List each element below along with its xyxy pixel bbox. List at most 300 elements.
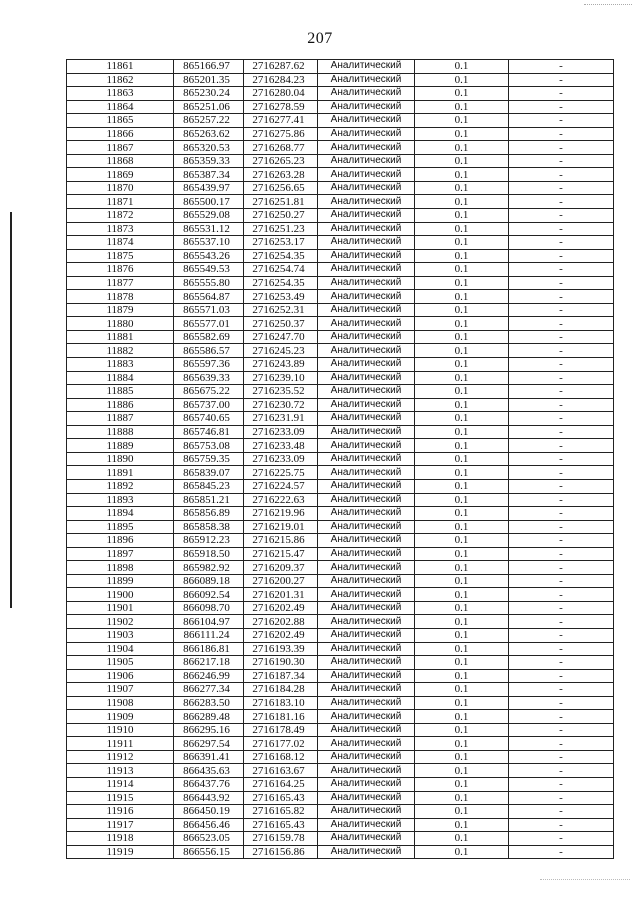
point-number-cell: 11905 <box>67 656 174 670</box>
method-cell: Аналитический <box>318 317 415 331</box>
table-row <box>67 710 614 724</box>
coord-x-cell: 865918.50 <box>174 547 244 561</box>
method-cell: Аналитический <box>318 425 415 439</box>
coord-y-cell: 2716287.62 <box>244 60 318 74</box>
accuracy-cell: 0.1 <box>415 398 509 412</box>
note-cell: - <box>509 439 614 453</box>
note-cell: - <box>509 412 614 426</box>
point-number-cell: 11866 <box>67 127 174 141</box>
note-cell: - <box>509 73 614 87</box>
table-row <box>67 195 614 209</box>
accuracy-cell: 0.1 <box>415 561 509 575</box>
accuracy-cell: 0.1 <box>415 656 509 670</box>
coord-x-cell: 866289.48 <box>174 710 244 724</box>
coord-y-cell: 2716178.49 <box>244 723 318 737</box>
table-row <box>67 114 614 128</box>
note-cell: - <box>509 479 614 493</box>
accuracy-cell: 0.1 <box>415 832 509 846</box>
accuracy-cell: 0.1 <box>415 195 509 209</box>
coord-x-cell: 866435.63 <box>174 764 244 778</box>
note-cell: - <box>509 520 614 534</box>
method-cell: Аналитический <box>318 764 415 778</box>
coord-x-cell: 866437.76 <box>174 777 244 791</box>
table-row <box>67 358 614 372</box>
table-row <box>67 588 614 602</box>
coord-x-cell: 866450.19 <box>174 805 244 819</box>
method-cell: Аналитический <box>318 710 415 724</box>
note-cell: - <box>509 398 614 412</box>
accuracy-cell: 0.1 <box>415 141 509 155</box>
coord-y-cell: 2716254.74 <box>244 263 318 277</box>
coord-y-cell: 2716251.23 <box>244 222 318 236</box>
method-cell: Аналитический <box>318 385 415 399</box>
method-cell: Аналитический <box>318 791 415 805</box>
accuracy-cell: 0.1 <box>415 534 509 548</box>
coord-y-cell: 2716225.75 <box>244 466 318 480</box>
point-number-cell: 11884 <box>67 371 174 385</box>
accuracy-cell: 0.1 <box>415 114 509 128</box>
note-cell: - <box>509 628 614 642</box>
method-cell: Аналитический <box>318 303 415 317</box>
note-cell: - <box>509 818 614 832</box>
note-cell: - <box>509 181 614 195</box>
note-cell: - <box>509 466 614 480</box>
coord-y-cell: 2716163.67 <box>244 764 318 778</box>
coord-x-cell: 865675.22 <box>174 385 244 399</box>
note-cell: - <box>509 290 614 304</box>
coord-x-cell: 865251.06 <box>174 100 244 114</box>
accuracy-cell: 0.1 <box>415 371 509 385</box>
table-row <box>67 290 614 304</box>
table-row <box>67 222 614 236</box>
coord-y-cell: 2716275.86 <box>244 127 318 141</box>
point-number-cell: 11911 <box>67 737 174 751</box>
table-row <box>67 141 614 155</box>
table-row <box>67 832 614 846</box>
coord-x-cell: 865839.07 <box>174 466 244 480</box>
note-cell: - <box>509 669 614 683</box>
table-row <box>67 385 614 399</box>
scan-artifact-top <box>584 4 632 6</box>
table-row <box>67 669 614 683</box>
note-cell: - <box>509 222 614 236</box>
note-cell: - <box>509 195 614 209</box>
table-row <box>67 60 614 74</box>
table-row <box>67 249 614 263</box>
method-cell: Аналитический <box>318 479 415 493</box>
coord-y-cell: 2716219.96 <box>244 507 318 521</box>
note-cell: - <box>509 236 614 250</box>
table-row <box>67 805 614 819</box>
method-cell: Аналитический <box>318 371 415 385</box>
coord-x-cell: 866104.97 <box>174 615 244 629</box>
coord-x-cell: 866111.24 <box>174 628 244 642</box>
coord-x-cell: 865571.03 <box>174 303 244 317</box>
coord-y-cell: 2716184.28 <box>244 683 318 697</box>
point-number-cell: 11863 <box>67 87 174 101</box>
coord-x-cell: 866089.18 <box>174 574 244 588</box>
point-number-cell: 11868 <box>67 154 174 168</box>
coord-y-cell: 2716165.43 <box>244 791 318 805</box>
method-cell: Аналитический <box>318 588 415 602</box>
coord-y-cell: 2716187.34 <box>244 669 318 683</box>
accuracy-cell: 0.1 <box>415 276 509 290</box>
coord-y-cell: 2716181.16 <box>244 710 318 724</box>
accuracy-cell: 0.1 <box>415 669 509 683</box>
method-cell: Аналитический <box>318 669 415 683</box>
point-number-cell: 11890 <box>67 452 174 466</box>
table-row <box>67 479 614 493</box>
table-row <box>67 737 614 751</box>
accuracy-cell: 0.1 <box>415 642 509 656</box>
point-number-cell: 11875 <box>67 249 174 263</box>
coord-x-cell: 865257.22 <box>174 114 244 128</box>
table-row <box>67 100 614 114</box>
coord-x-cell: 866523.05 <box>174 832 244 846</box>
method-cell: Аналитический <box>318 656 415 670</box>
point-number-cell: 11867 <box>67 141 174 155</box>
coord-x-cell: 865586.57 <box>174 344 244 358</box>
accuracy-cell: 0.1 <box>415 236 509 250</box>
method-cell: Аналитический <box>318 73 415 87</box>
table-row <box>67 276 614 290</box>
table-row <box>67 791 614 805</box>
method-cell: Аналитический <box>318 236 415 250</box>
method-cell: Аналитический <box>318 100 415 114</box>
note-cell: - <box>509 805 614 819</box>
point-number-cell: 11898 <box>67 561 174 575</box>
coord-x-cell: 866217.18 <box>174 656 244 670</box>
method-cell: Аналитический <box>318 466 415 480</box>
method-cell: Аналитический <box>318 181 415 195</box>
point-number-cell: 11888 <box>67 425 174 439</box>
method-cell: Аналитический <box>318 60 415 74</box>
table-row <box>67 303 614 317</box>
table-row <box>67 777 614 791</box>
note-cell: - <box>509 507 614 521</box>
note-cell: - <box>509 696 614 710</box>
note-cell: - <box>509 330 614 344</box>
method-cell: Аналитический <box>318 249 415 263</box>
method-cell: Аналитический <box>318 493 415 507</box>
note-cell: - <box>509 764 614 778</box>
table-row <box>67 574 614 588</box>
table-row <box>67 466 614 480</box>
coord-y-cell: 2716165.82 <box>244 805 318 819</box>
coord-y-cell: 2716256.65 <box>244 181 318 195</box>
coord-y-cell: 2716268.77 <box>244 141 318 155</box>
table-row <box>67 507 614 521</box>
point-number-cell: 11901 <box>67 601 174 615</box>
coord-y-cell: 2716253.17 <box>244 236 318 250</box>
coord-y-cell: 2716165.43 <box>244 818 318 832</box>
note-cell: - <box>509 574 614 588</box>
note-cell: - <box>509 791 614 805</box>
accuracy-cell: 0.1 <box>415 588 509 602</box>
note-cell: - <box>509 385 614 399</box>
coord-y-cell: 2716280.04 <box>244 87 318 101</box>
point-number-cell: 11914 <box>67 777 174 791</box>
coord-y-cell: 2716193.39 <box>244 642 318 656</box>
method-cell: Аналитический <box>318 195 415 209</box>
coord-x-cell: 866297.54 <box>174 737 244 751</box>
coord-x-cell: 865912.23 <box>174 534 244 548</box>
point-number-cell: 11915 <box>67 791 174 805</box>
accuracy-cell: 0.1 <box>415 791 509 805</box>
accuracy-cell: 0.1 <box>415 493 509 507</box>
coord-y-cell: 2716233.09 <box>244 452 318 466</box>
method-cell: Аналитический <box>318 723 415 737</box>
coord-x-cell: 865359.33 <box>174 154 244 168</box>
point-number-cell: 11872 <box>67 209 174 223</box>
coord-x-cell: 865549.53 <box>174 263 244 277</box>
note-cell: - <box>509 452 614 466</box>
table-row <box>67 683 614 697</box>
accuracy-cell: 0.1 <box>415 100 509 114</box>
accuracy-cell: 0.1 <box>415 805 509 819</box>
coord-x-cell: 866246.99 <box>174 669 244 683</box>
method-cell: Аналитический <box>318 628 415 642</box>
coord-y-cell: 2716215.47 <box>244 547 318 561</box>
point-number-cell: 11889 <box>67 439 174 453</box>
point-number-cell: 11874 <box>67 236 174 250</box>
accuracy-cell: 0.1 <box>415 507 509 521</box>
point-number-cell: 11880 <box>67 317 174 331</box>
accuracy-cell: 0.1 <box>415 601 509 615</box>
note-cell: - <box>509 601 614 615</box>
point-number-cell: 11861 <box>67 60 174 74</box>
coord-x-cell: 865737.00 <box>174 398 244 412</box>
coord-x-cell: 865201.35 <box>174 73 244 87</box>
point-number-cell: 11865 <box>67 114 174 128</box>
coord-x-cell: 865982.92 <box>174 561 244 575</box>
point-number-cell: 11893 <box>67 493 174 507</box>
table-row <box>67 398 614 412</box>
accuracy-cell: 0.1 <box>415 574 509 588</box>
note-cell: - <box>509 534 614 548</box>
accuracy-cell: 0.1 <box>415 750 509 764</box>
point-number-cell: 11902 <box>67 615 174 629</box>
coord-y-cell: 2716235.52 <box>244 385 318 399</box>
table-row <box>67 181 614 195</box>
method-cell: Аналитический <box>318 439 415 453</box>
table-row <box>67 236 614 250</box>
coord-x-cell: 865845.23 <box>174 479 244 493</box>
method-cell: Аналитический <box>318 642 415 656</box>
coord-x-cell: 865500.17 <box>174 195 244 209</box>
note-cell: - <box>509 561 614 575</box>
coord-x-cell: 865543.26 <box>174 249 244 263</box>
accuracy-cell: 0.1 <box>415 466 509 480</box>
note-cell: - <box>509 127 614 141</box>
page-number: 207 <box>307 30 333 47</box>
note-cell: - <box>509 168 614 182</box>
point-number-cell: 11909 <box>67 710 174 724</box>
coordinates-table <box>66 59 614 859</box>
coord-x-cell: 865230.24 <box>174 87 244 101</box>
note-cell: - <box>509 737 614 751</box>
coord-x-cell: 865856.89 <box>174 507 244 521</box>
coord-x-cell: 866277.34 <box>174 683 244 697</box>
point-number-cell: 11892 <box>67 479 174 493</box>
method-cell: Аналитический <box>318 601 415 615</box>
coord-x-cell: 865537.10 <box>174 236 244 250</box>
note-cell: - <box>509 493 614 507</box>
coord-x-cell: 865582.69 <box>174 330 244 344</box>
scan-artifact-bottom <box>540 879 630 881</box>
accuracy-cell: 0.1 <box>415 615 509 629</box>
point-number-cell: 11882 <box>67 344 174 358</box>
point-number-cell: 11894 <box>67 507 174 521</box>
method-cell: Аналитический <box>318 87 415 101</box>
coord-y-cell: 2716202.49 <box>244 628 318 642</box>
note-cell: - <box>509 303 614 317</box>
table-row <box>67 642 614 656</box>
point-number-cell: 11877 <box>67 276 174 290</box>
point-number-cell: 11878 <box>67 290 174 304</box>
coord-x-cell: 865753.08 <box>174 439 244 453</box>
accuracy-cell: 0.1 <box>415 168 509 182</box>
method-cell: Аналитический <box>318 276 415 290</box>
accuracy-cell: 0.1 <box>415 87 509 101</box>
method-cell: Аналитический <box>318 412 415 426</box>
method-cell: Аналитический <box>318 507 415 521</box>
point-number-cell: 11917 <box>67 818 174 832</box>
coord-y-cell: 2716183.10 <box>244 696 318 710</box>
coord-x-cell: 866556.15 <box>174 845 244 859</box>
table-row <box>67 601 614 615</box>
accuracy-cell: 0.1 <box>415 249 509 263</box>
table-row <box>67 723 614 737</box>
table-row <box>67 845 614 859</box>
table-row <box>67 371 614 385</box>
coord-x-cell: 866186.81 <box>174 642 244 656</box>
coord-x-cell: 866295.16 <box>174 723 244 737</box>
accuracy-cell: 0.1 <box>415 683 509 697</box>
table-row <box>67 425 614 439</box>
table-row <box>67 317 614 331</box>
point-number-cell: 11906 <box>67 669 174 683</box>
coord-x-cell: 865759.35 <box>174 452 244 466</box>
note-cell: - <box>509 371 614 385</box>
note-cell: - <box>509 141 614 155</box>
method-cell: Аналитический <box>318 818 415 832</box>
method-cell: Аналитический <box>318 520 415 534</box>
point-number-cell: 11869 <box>67 168 174 182</box>
method-cell: Аналитический <box>318 127 415 141</box>
accuracy-cell: 0.1 <box>415 127 509 141</box>
table-row <box>67 73 614 87</box>
coord-y-cell: 2716263.28 <box>244 168 318 182</box>
point-number-cell: 11919 <box>67 845 174 859</box>
table-row <box>67 493 614 507</box>
coord-y-cell: 2716230.72 <box>244 398 318 412</box>
table-row <box>67 818 614 832</box>
method-cell: Аналитический <box>318 534 415 548</box>
point-number-cell: 11862 <box>67 73 174 87</box>
coord-y-cell: 2716250.37 <box>244 317 318 331</box>
accuracy-cell: 0.1 <box>415 723 509 737</box>
point-number-cell: 11913 <box>67 764 174 778</box>
point-number-cell: 11897 <box>67 547 174 561</box>
method-cell: Аналитический <box>318 574 415 588</box>
point-number-cell: 11910 <box>67 723 174 737</box>
table-row <box>67 412 614 426</box>
coord-y-cell: 2716231.91 <box>244 412 318 426</box>
point-number-cell: 11896 <box>67 534 174 548</box>
note-cell: - <box>509 642 614 656</box>
note-cell: - <box>509 615 614 629</box>
accuracy-cell: 0.1 <box>415 290 509 304</box>
note-cell: - <box>509 114 614 128</box>
table-row <box>67 330 614 344</box>
accuracy-cell: 0.1 <box>415 181 509 195</box>
accuracy-cell: 0.1 <box>415 412 509 426</box>
coord-y-cell: 2716253.49 <box>244 290 318 304</box>
note-cell: - <box>509 547 614 561</box>
method-cell: Аналитический <box>318 777 415 791</box>
method-cell: Аналитический <box>318 750 415 764</box>
coord-x-cell: 865577.01 <box>174 317 244 331</box>
method-cell: Аналитический <box>318 344 415 358</box>
method-cell: Аналитический <box>318 832 415 846</box>
coord-y-cell: 2716164.25 <box>244 777 318 791</box>
accuracy-cell: 0.1 <box>415 154 509 168</box>
coord-x-cell: 866456.46 <box>174 818 244 832</box>
accuracy-cell: 0.1 <box>415 520 509 534</box>
method-cell: Аналитический <box>318 683 415 697</box>
accuracy-cell: 0.1 <box>415 845 509 859</box>
accuracy-cell: 0.1 <box>415 330 509 344</box>
table-row <box>67 764 614 778</box>
method-cell: Аналитический <box>318 141 415 155</box>
table-row <box>67 534 614 548</box>
coord-x-cell: 865639.33 <box>174 371 244 385</box>
point-number-cell: 11885 <box>67 385 174 399</box>
coord-y-cell: 2716254.35 <box>244 276 318 290</box>
accuracy-cell: 0.1 <box>415 710 509 724</box>
coord-y-cell: 2716278.59 <box>244 100 318 114</box>
accuracy-cell: 0.1 <box>415 73 509 87</box>
coord-x-cell: 865529.08 <box>174 209 244 223</box>
method-cell: Аналитический <box>318 358 415 372</box>
accuracy-cell: 0.1 <box>415 209 509 223</box>
coord-y-cell: 2716215.86 <box>244 534 318 548</box>
method-cell: Аналитический <box>318 168 415 182</box>
table-row <box>67 750 614 764</box>
coord-y-cell: 2716224.57 <box>244 479 318 493</box>
coord-x-cell: 866391.41 <box>174 750 244 764</box>
accuracy-cell: 0.1 <box>415 344 509 358</box>
coord-y-cell: 2716202.49 <box>244 601 318 615</box>
note-cell: - <box>509 263 614 277</box>
coord-y-cell: 2716251.81 <box>244 195 318 209</box>
point-number-cell: 11895 <box>67 520 174 534</box>
note-cell: - <box>509 358 614 372</box>
note-cell: - <box>509 750 614 764</box>
method-cell: Аналитический <box>318 615 415 629</box>
accuracy-cell: 0.1 <box>415 818 509 832</box>
note-cell: - <box>509 588 614 602</box>
table-row <box>67 628 614 642</box>
point-number-cell: 11904 <box>67 642 174 656</box>
coord-y-cell: 2716190.30 <box>244 656 318 670</box>
note-cell: - <box>509 60 614 74</box>
note-cell: - <box>509 100 614 114</box>
note-cell: - <box>509 209 614 223</box>
method-cell: Аналитический <box>318 547 415 561</box>
coordinates-table-body <box>67 60 614 859</box>
